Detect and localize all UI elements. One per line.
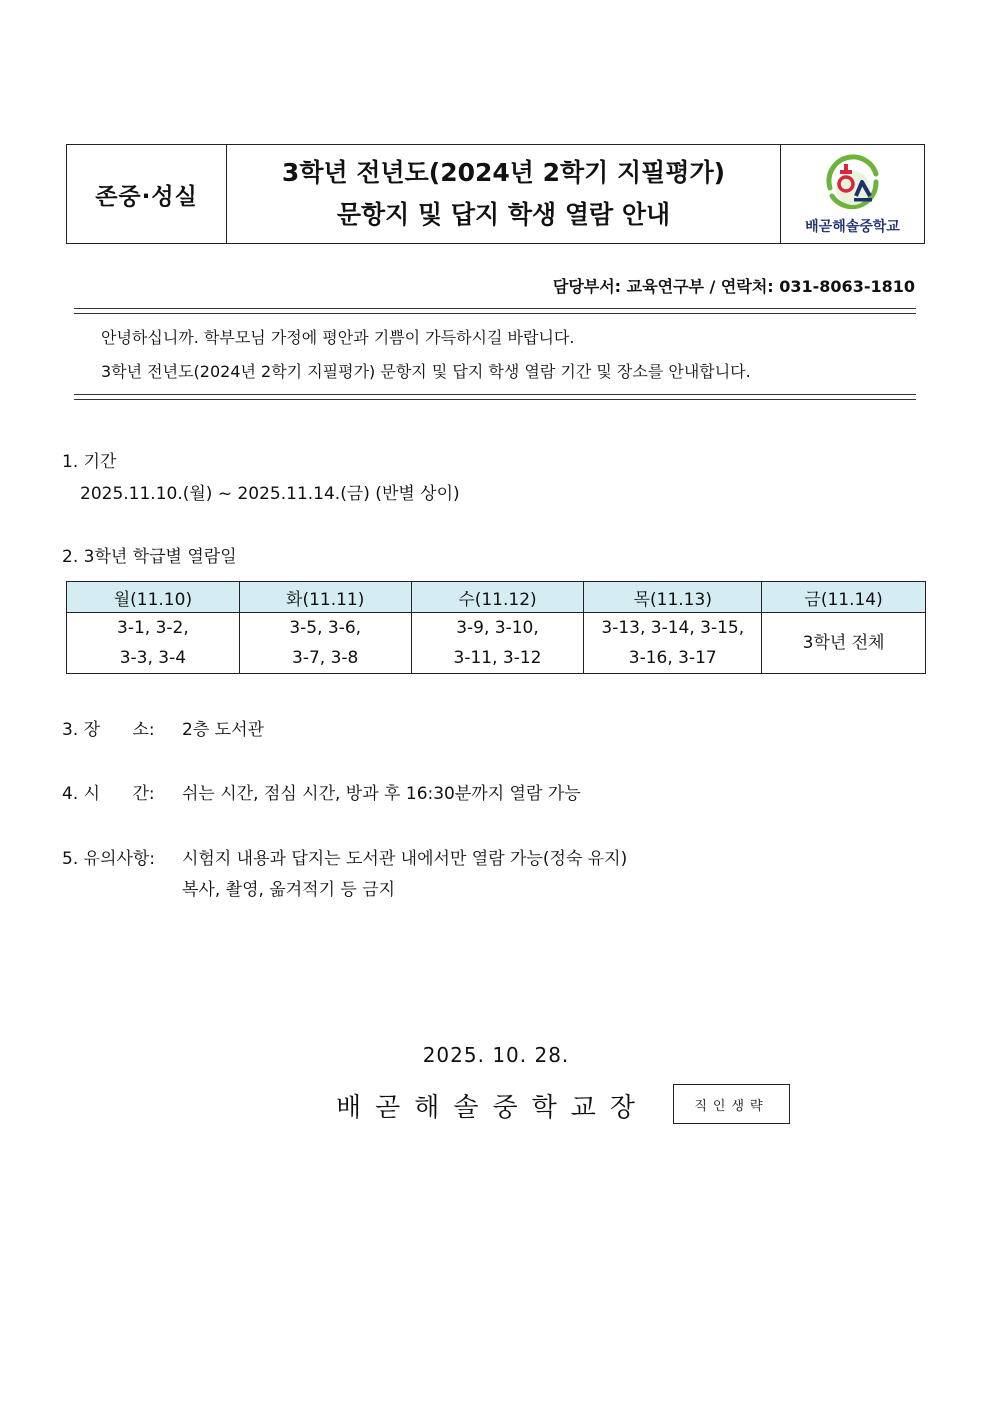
- greeting-line-2: 3학년 전년도(2024년 2학기 지필평가) 문항지 및 답지 학생 열람 기간 및 장소를 안내합니다.: [101, 362, 751, 381]
- time-content: 쉬는 시간, 점심 시간, 방과 후 16:30분까지 열람 가능: [182, 784, 581, 804]
- header-box: [66, 144, 925, 244]
- school-motto: 존중·성실: [67, 145, 227, 243]
- seal-omitted-box: 직인생략: [673, 1084, 790, 1124]
- cell-tue-line1: 3-5, 3-6,: [289, 618, 362, 638]
- cell-thu-line1: 3-13, 3-14, 3-15,: [601, 618, 745, 638]
- period-title: 1. 기간: [62, 452, 117, 472]
- title-line-2: 문항지 및 답지 학생 열람 안내: [336, 200, 671, 229]
- school-logo-icon: [820, 152, 886, 214]
- document-title: [227, 145, 781, 243]
- location-label: 3. 장 소:: [62, 720, 155, 740]
- table-header-row: [67, 582, 926, 613]
- cell-fri: 3학년 전체: [762, 613, 926, 674]
- notes-label: 5. 유의사항:: [62, 849, 156, 869]
- schedule-title: 2. 3학년 학급별 열람일: [62, 547, 237, 567]
- notes-line-2: 복사, 촬영, 옮겨적기 등 금지: [182, 880, 396, 900]
- cell-tue: [239, 613, 411, 674]
- table-row: [67, 613, 926, 674]
- contact-info: 담당부서: 교육연구부 / 연락처: 031-8063-1810: [552, 277, 915, 296]
- header-thu: 목(11.13): [584, 582, 762, 613]
- notes-line-1: 시험지 내용과 답지는 도서관 내에서만 열람 가능(정숙 유지): [182, 849, 628, 869]
- cell-mon-line1: 3-1, 3-2,: [117, 618, 189, 638]
- cell-tue-line2: 3-7, 3-8: [292, 648, 359, 668]
- schedule-table: [66, 581, 926, 674]
- cell-wed: [411, 613, 584, 674]
- header-mon: 월(11.10): [67, 582, 240, 613]
- time-label: 4. 시 간:: [62, 784, 155, 804]
- divider-top: [74, 308, 916, 314]
- greeting-line-1: 안녕하십니까. 학부모님 가정에 평안과 기쁨이 가득하시길 바랍니다.: [101, 328, 575, 347]
- period-content: 2025.11.10.(월) ~ 2025.11.14.(금) (반별 상이): [80, 484, 460, 504]
- cell-mon: [67, 613, 240, 674]
- divider-bottom: [74, 394, 916, 400]
- header-wed: 수(11.12): [411, 582, 584, 613]
- school-logo-name: 배곧해솔중학교: [805, 219, 900, 235]
- issue-date: 2025. 10. 28.: [422, 1043, 570, 1067]
- principal-name: 배곧해솔중학교장: [336, 1093, 649, 1123]
- cell-wed-line1: 3-9, 3-10,: [456, 618, 539, 638]
- cell-mon-line2: 3-3, 3-4: [119, 648, 187, 668]
- header-fri: 금(11.14): [762, 582, 926, 613]
- cell-wed-line2: 3-11, 3-12: [453, 648, 542, 668]
- title-line-1: 3학년 전년도(2024년 2학기 지필평가): [281, 158, 726, 187]
- school-logo: [781, 145, 924, 243]
- cell-thu: [584, 613, 762, 674]
- cell-thu-line2: 3-16, 3-17: [628, 648, 717, 668]
- header-tue: 화(11.11): [239, 582, 411, 613]
- location-content: 2층 도서관: [182, 720, 264, 740]
